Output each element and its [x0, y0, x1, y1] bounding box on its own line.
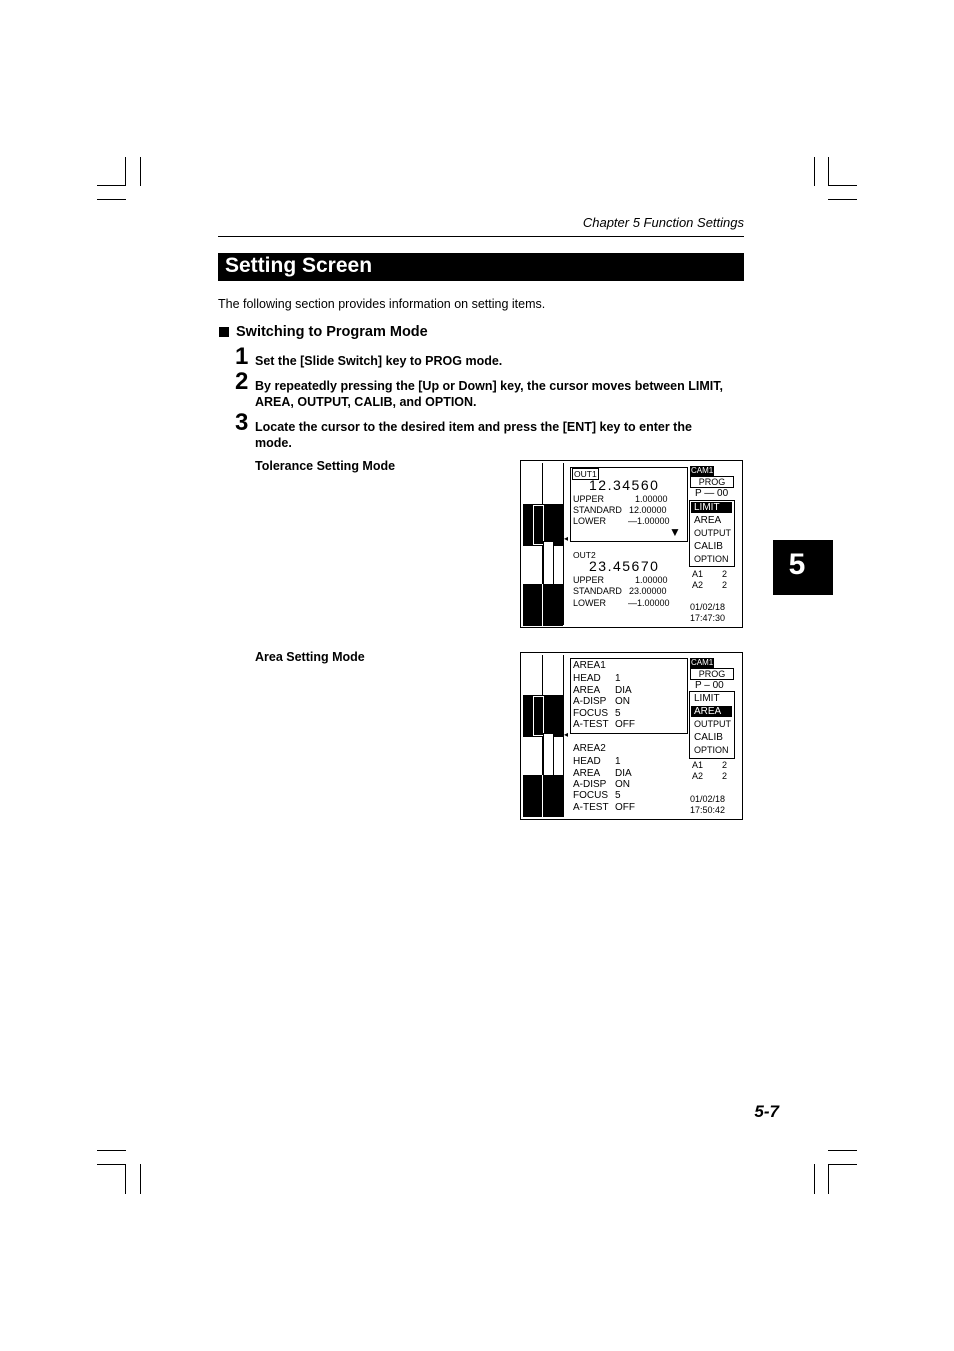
out1-value: 12.34560: [589, 477, 660, 493]
prog-label: PROG: [690, 476, 734, 488]
area1-row-label: AREA: [573, 685, 601, 696]
out2-lower-label: LOWER: [573, 598, 607, 608]
step-number: 1: [235, 343, 249, 370]
a1-label: A1: [692, 569, 704, 579]
date-display: 01/02/18: [690, 794, 726, 804]
out1-lower-label: LOWER: [573, 516, 607, 526]
step-text: Locate the cursor to the desired item and press the [ENT] key to enter the mode.: [255, 420, 692, 450]
section-bullet-icon: [219, 327, 229, 337]
out1-upper-label: UPPER: [573, 494, 605, 504]
menu-item-limit[interactable]: LIMIT: [694, 693, 720, 704]
out2-value: 23.45670: [589, 558, 660, 574]
out1-tag: OUT1: [574, 469, 597, 479]
menu-item-calib[interactable]: CALIB: [694, 541, 723, 552]
menu-item-option[interactable]: OPTION: [694, 745, 729, 755]
area2-row-value: ON: [615, 779, 630, 790]
area2-row-value: 5: [615, 790, 621, 801]
time-display: 17:50:42: [690, 805, 726, 815]
out2-upper-value: 1.00000: [635, 575, 668, 585]
area-mode-label: Area Setting Mode: [255, 650, 365, 664]
out1-standard-value: 12.00000: [629, 505, 667, 515]
down-arrow-icon: ▼: [669, 525, 681, 539]
out1-panel: [570, 467, 688, 542]
a2-value: 2: [722, 771, 728, 781]
a1-value: 2: [722, 760, 728, 770]
out2-lower-value: —1.00000: [628, 598, 670, 608]
chapter-tab-number: 5: [788, 548, 806, 581]
area1-row-value: OFF: [615, 719, 635, 730]
out1-standard-label: STANDARD: [573, 505, 622, 515]
mode-menu: [689, 691, 735, 759]
tolerance-mode-label: Tolerance Setting Mode: [255, 459, 396, 473]
area2-title: AREA2: [573, 743, 606, 754]
page-title: Setting Screen: [225, 254, 373, 277]
area2-row-label: A-TEST: [573, 802, 609, 813]
area2-row-label: FOCUS: [573, 790, 608, 801]
area2-row-value: OFF: [615, 802, 635, 813]
area2-row-value: 1: [615, 756, 621, 767]
menu-item-option[interactable]: OPTION: [694, 554, 729, 564]
area1-row-label: FOCUS: [573, 708, 608, 719]
chapter-header: Chapter 5 Function Settings: [582, 215, 744, 230]
area1-row-value: 1: [615, 673, 621, 684]
out2-upper-label: UPPER: [573, 575, 605, 585]
chapter-tab: [773, 540, 833, 595]
out2-standard-label: STANDARD: [573, 586, 622, 596]
header-rule: [218, 236, 744, 237]
program-number: P – 00: [695, 680, 724, 691]
page-number: 5-7: [754, 1102, 779, 1121]
area2-row-label: AREA: [573, 768, 601, 779]
out2-standard-value: 23.00000: [629, 586, 667, 596]
a1-value: 2: [722, 569, 728, 579]
step-number: 3: [235, 409, 249, 436]
area1-panel: [570, 658, 688, 734]
area2-row-value: DIA: [615, 768, 632, 779]
program-number: P — 00: [695, 488, 729, 499]
time-display: 17:47:30: [690, 613, 726, 623]
title-bar: [218, 253, 744, 281]
area2-row-label: A-DISP: [573, 779, 607, 790]
step-text: Set the [Slide Switch] key to PROG mode.: [255, 354, 503, 368]
a1-label: A1: [692, 760, 704, 770]
mode-menu: [689, 500, 735, 567]
date-display: 01/02/18: [690, 602, 726, 612]
out2-tag: OUT2: [573, 550, 596, 560]
step-number: 2: [235, 368, 249, 395]
a2-value: 2: [722, 580, 728, 590]
intro-text: The following section provides information on setting items.: [218, 297, 546, 311]
step-text: By repeatedly pressing the [Up or Down] key, the cursor moves between LIMIT, AREA, OUTPUT, CALIB, and OPTION.: [255, 379, 723, 409]
tolerance-screen: ◂ OUT1 12.34560 UPPER 1.00000 STANDARD 12.00000 LOWER —1.00000 ▼ OUT2 23.45670 UPPER 1.00000 STANDARD 23.00000 LOWER —1.00000 CAM1 PROG P — 00 LIMIT AREA OUTPUT CALIB OPTION A1 2 A2 2 01/02/18 17:47:30: [520, 460, 743, 628]
area1-row-value: 5: [615, 708, 621, 719]
area1-title: AREA1: [573, 660, 606, 671]
area-screen: ◂ AREA1 HEAD 1 AREA DIA A-DISP ON FOCUS 5 A-TEST OFF AREA2 HEAD 1 AREA DIA A-DISP ON FOCUS 5 A-TEST OFF CAM1 PROG P – 00 LIMIT AREA OUTPUT CALIB OPTION A1 2 A2 2 01/02/18 17:50:42: [520, 652, 743, 820]
menu-item-output[interactable]: OUTPUT: [694, 528, 731, 538]
menu-item-area[interactable]: AREA: [694, 515, 722, 526]
area1-row-label: A-TEST: [573, 719, 609, 730]
section-heading: Switching to Program Mode: [236, 324, 428, 340]
prog-label: PROG: [690, 668, 734, 680]
menu-item-limit[interactable]: LIMIT: [691, 502, 732, 513]
camera-tag: CAM1: [691, 658, 714, 667]
menu-item-calib[interactable]: CALIB: [694, 732, 723, 743]
a2-label: A2: [692, 771, 704, 781]
menu-item-area[interactable]: AREA: [691, 706, 732, 717]
area2-row-label: HEAD: [573, 756, 601, 767]
a2-label: A2: [692, 580, 704, 590]
out1-lower-value: —1.00000: [628, 516, 670, 526]
area1-row-value: ON: [615, 696, 630, 707]
camera-tag: CAM1: [691, 466, 714, 475]
area1-row-label: HEAD: [573, 673, 601, 684]
area1-row-value: DIA: [615, 685, 632, 696]
area1-row-label: A-DISP: [573, 696, 607, 707]
out1-upper-value: 1.00000: [635, 494, 668, 504]
menu-item-output[interactable]: OUTPUT: [694, 719, 731, 729]
